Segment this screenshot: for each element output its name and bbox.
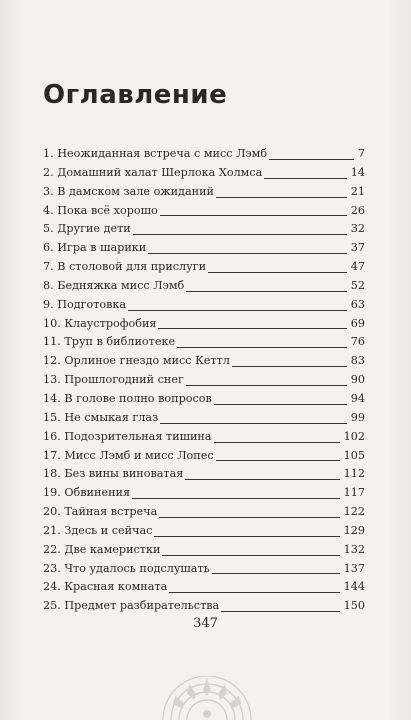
toc-entry <box>43 560 365 579</box>
toc-entry <box>43 352 365 371</box>
toc-entry-title: 12. Орлиное гнездо мисс Кеттл <box>43 352 232 371</box>
toc-entry-page: 150 <box>340 597 365 616</box>
toc-entry-title: 3. В дамском зале ожиданий <box>43 183 216 202</box>
toc-entry <box>43 183 365 202</box>
toc-entry <box>43 597 365 616</box>
toc-entry-title: 17. Мисс Лэмб и мисс Лопес <box>43 447 216 466</box>
toc-entry-page: 69 <box>347 315 365 334</box>
toc-entry-page: 112 <box>340 465 365 484</box>
toc-entry <box>43 371 365 390</box>
toc-entry-title: 4. Пока всё хорошо <box>43 202 160 221</box>
toc-entry-title: 11. Труп в библиотеке <box>43 333 177 352</box>
toc-entry-page: 99 <box>347 409 365 428</box>
toc-entry-title: 5. Другие дети <box>43 220 133 239</box>
toc-entry-title: 16. Подозрительная тишина <box>43 428 214 447</box>
toc-entry <box>43 390 365 409</box>
toc-entry-page: 105 <box>340 447 365 466</box>
toc-entry-title: 22. Две камеристки <box>43 541 162 560</box>
toc-entry <box>43 315 365 334</box>
table-of-contents <box>43 145 365 616</box>
toc-entry <box>43 164 365 183</box>
toc-entry-page: 76 <box>347 333 365 352</box>
toc-entry-title: 7. В столовой для прислуги <box>43 258 208 277</box>
toc-entry-title: 1. Неожиданная встреча с мисс Лэмб <box>43 145 269 164</box>
toc-entry <box>43 296 365 315</box>
toc-entry-title: 13. Прошлогодний снег <box>43 371 186 390</box>
toc-entry-title: 24. Красная комната <box>43 578 169 597</box>
toc-entry-page: 90 <box>347 371 365 390</box>
toc-entry <box>43 428 365 447</box>
toc-entry <box>43 465 365 484</box>
toc-entry <box>43 239 365 258</box>
toc-entry-page: 47 <box>347 258 365 277</box>
toc-entry <box>43 220 365 239</box>
toc-entry-title: 20. Тайная встреча <box>43 503 159 522</box>
toc-entry-page: 21 <box>347 183 365 202</box>
toc-entry-page: 7 <box>354 145 365 164</box>
page-heading: Оглавление <box>43 80 228 110</box>
page-number: 347 <box>193 616 218 631</box>
toc-entry-page: 14 <box>347 164 365 183</box>
toc-entry <box>43 258 365 277</box>
toc-entry-page: 37 <box>347 239 365 258</box>
toc-entry-title: 21. Здесь и сейчас <box>43 522 154 541</box>
toc-entry-title: 15. Не смыкая глаз <box>43 409 160 428</box>
toc-entry-page: 144 <box>340 578 365 597</box>
toc-entry-title: 10. Клаустрофобия <box>43 315 158 334</box>
decorative-ornament-icon <box>159 676 255 720</box>
toc-entry-title: 19. Обвинения <box>43 484 132 503</box>
toc-entry <box>43 333 365 352</box>
toc-entry <box>43 541 365 560</box>
toc-entry-title: 23. Что удалось подслушать <box>43 560 212 579</box>
toc-entry <box>43 145 365 164</box>
toc-entry-title: 8. Бедняжка мисс Лэмб <box>43 277 186 296</box>
toc-entry-page: 26 <box>347 202 365 221</box>
toc-entry <box>43 484 365 503</box>
toc-entry-title: 6. Игра в шарики <box>43 239 148 258</box>
toc-entry-page: 117 <box>340 484 365 503</box>
toc-entry-page: 137 <box>340 560 365 579</box>
toc-entry-page: 32 <box>347 220 365 239</box>
toc-entry-page: 52 <box>347 277 365 296</box>
toc-entry-page: 83 <box>347 352 365 371</box>
toc-entry <box>43 277 365 296</box>
toc-entry <box>43 522 365 541</box>
toc-entry-page: 94 <box>347 390 365 409</box>
toc-entry <box>43 503 365 522</box>
toc-entry <box>43 202 365 221</box>
toc-entry-title: 25. Предмет разбирательства <box>43 597 221 616</box>
toc-entry-title: 14. В голове полно вопросов <box>43 390 214 409</box>
toc-entry-page: 102 <box>340 428 365 447</box>
toc-entry <box>43 578 365 597</box>
toc-entry <box>43 447 365 466</box>
toc-entry-page: 122 <box>340 503 365 522</box>
toc-entry-page: 63 <box>347 296 365 315</box>
toc-entry-title: 18. Без вины виноватая <box>43 465 185 484</box>
toc-entry-title: 9. Подготовка <box>43 296 128 315</box>
toc-entry-page: 132 <box>340 541 365 560</box>
toc-entry-page: 129 <box>340 522 365 541</box>
toc-entry-title: 2. Домашний халат Шерлока Холмса <box>43 164 264 183</box>
toc-entry <box>43 409 365 428</box>
